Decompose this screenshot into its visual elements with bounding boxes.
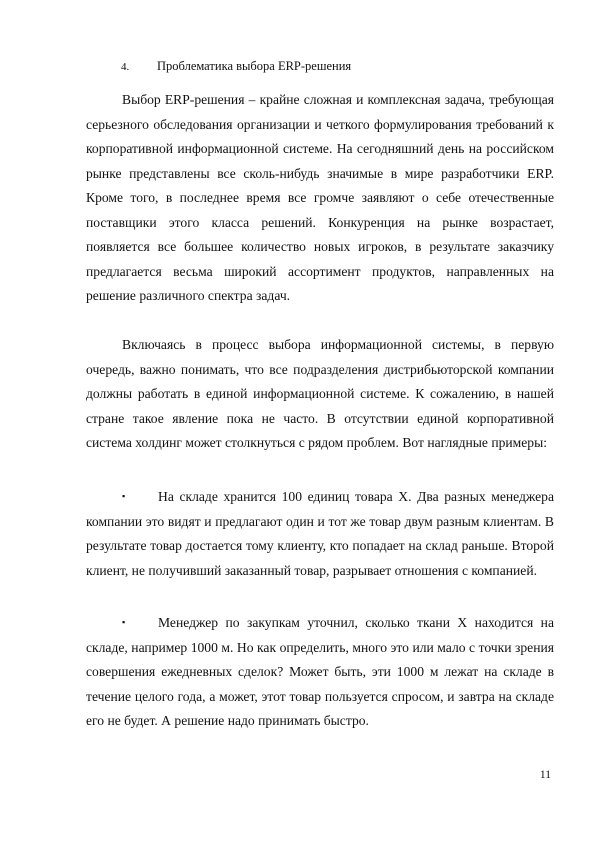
- section-number: 4.: [121, 61, 130, 73]
- paragraph-system-choice: Включаясь в процесс выбора информационной системы, в первую очередь, важно понимать, что все подразделения дистрибьюторской компании должны работать в единой информационной системе. К сожалению, в нашей стране такое явление пока не часто. В отсутствии единой корпоративной система холдинг может столкнуться с рядом проблем. Вот наглядные примеры:: [86, 337, 554, 450]
- bullet-square-icon: ▪: [122, 617, 126, 627]
- bullet-text: Менеджер по закупкам уточнил, сколько ткани X находится на складе, например 1000 м. Но как определить, много это или мало с точки зрения совершения ежедневных сделок? Может быть, эти 1000 м лежат на складе в течение целого года, а может, этот товар пользуется спросом, и завтра на складе его не будет. А решение надо принимать быстро.: [86, 615, 554, 728]
- paragraph-erp-selection: Выбор ERP-решения – крайне сложная и комплексная задача, требующая серьезного обследования организации и четкого формулирования требований к корпоративной информационной системе. На сегодняшний день на российском рынке представлены все сколь-нибудь значимые в мире разработчики ERP. Кроме того, в последнее время все громче заявляют о себе отечественные поставщики этого класса решений. Конкуренция на рынке возрастает, появляется все большее количество новых игроков, в результате заказчику предлагается весьма широкий ассортимент продуктов, направленных на решение различного спектра задач.: [86, 92, 554, 303]
- bullet-square-icon: ▪: [122, 491, 126, 501]
- bullet-item-warehouse: [86, 484, 554, 583]
- page-number: 11: [539, 769, 551, 781]
- bullet-item-purchasing: [86, 610, 554, 734]
- section-heading: [121, 58, 351, 75]
- bullet-text: На складе хранится 100 единиц товара X. Два разных менеджера компании это видят и предлагают один и тот же товар двум разным клиентам. В результате товар достается тому клиенту, кто попадает на склад раньше. Второй клиент, не получивший заказанный товар, разрывает отношения с компанией.: [86, 489, 554, 578]
- section-title: Проблематика выбора ERP-решения: [157, 59, 352, 73]
